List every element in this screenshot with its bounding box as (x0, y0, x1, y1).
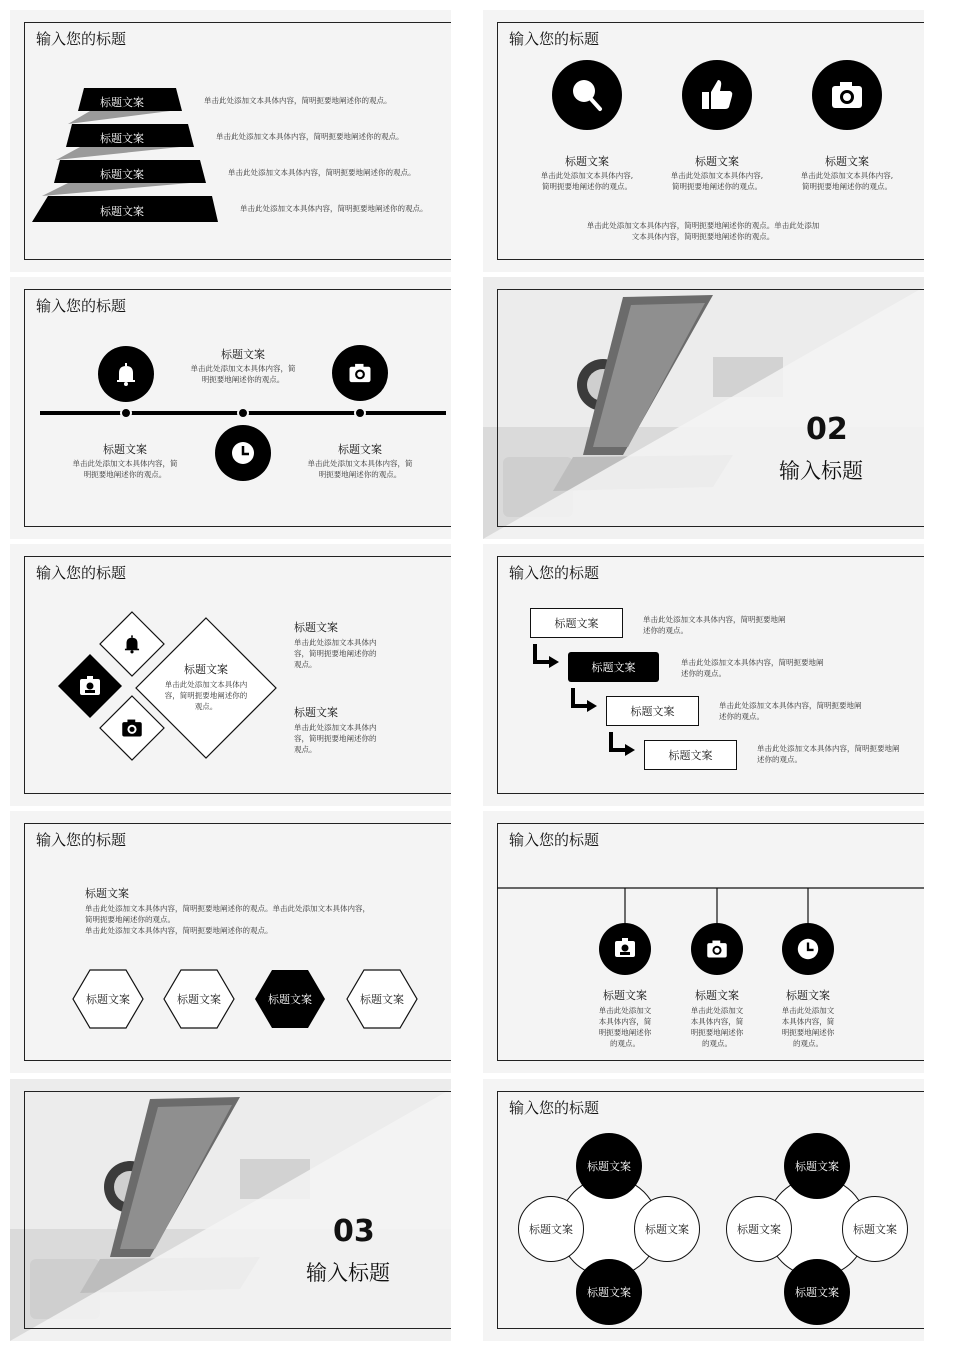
flow-desc-1b: 述你的观点。 (643, 626, 688, 635)
step-label-4: 标题文案 (100, 205, 144, 218)
hang-desc-2c: 明扼要地阐述你 (690, 1028, 744, 1037)
flow-desc-1a: 单击此处添加文本具体内容，简明扼要地阐 (643, 615, 786, 624)
item-desc-1a: 单击此处添加文本具体内容, (540, 171, 634, 180)
bell-icon (112, 360, 140, 388)
flow-box-4: 标题文案 (644, 740, 737, 770)
timeline-desc-left-1: 单击此处添加文本具体内容，简 (72, 459, 178, 468)
slide-frame (24, 1091, 451, 1329)
camera-icon (119, 715, 145, 741)
hang-desc-1b: 本具体内容，简 (598, 1017, 652, 1026)
hang-label-2: 标题文案 (695, 989, 739, 1002)
diamond-desc-2: 容，简明扼要地阐述你的 (164, 691, 248, 700)
hang-desc-3c: 明扼要地阐述你 (781, 1028, 835, 1037)
flow-desc-3a: 单击此处添加文本具体内容，简明扼要地阐 (719, 701, 862, 710)
item-desc-1b: 简明扼要地阐述你的观点。 (542, 182, 632, 191)
cluster-1-right-label: 标题文案 (645, 1223, 689, 1236)
hang-label-1: 标题文案 (603, 989, 647, 1002)
right-label-2: 标题文案 (294, 706, 338, 719)
cluster-2-top-label: 标题文案 (795, 1160, 839, 1173)
flow-box-1: 标题文案 (530, 608, 623, 638)
section-number: 02 (806, 412, 848, 447)
item-label-1: 标题文案 (565, 155, 609, 168)
slide-title: 输入您的标题 (36, 564, 127, 582)
slide-title: 输入您的标题 (509, 30, 600, 48)
right-desc-2a: 单击此处添加文本具体内 (294, 723, 377, 732)
step-desc-1: 单击此处添加文本具体内容，简明扼要地阐述你的观点。 (204, 96, 392, 105)
hang-label-3: 标题文案 (786, 989, 830, 1002)
flow-desc-3b: 述你的观点。 (719, 712, 764, 721)
flow-box-2: 标题文案 (568, 652, 659, 682)
hang-desc-3b: 本具体内容，简 (781, 1017, 835, 1026)
slide-title: 输入您的标题 (509, 1099, 600, 1117)
step-desc-3: 单击此处添加文本具体内容，简明扼要地阐述你的观点。 (228, 168, 416, 177)
step-desc-4: 单击此处添加文本具体内容，简明扼要地阐述你的观点。 (240, 204, 428, 213)
right-desc-2b: 容，简明扼要地阐述你的 (294, 734, 377, 743)
flow-box-3: 标题文案 (606, 696, 699, 726)
diamond-label: 标题文案 (184, 663, 228, 676)
hang-desc-1a: 单击此处添加文 (598, 1006, 652, 1015)
hang-desc-3a: 单击此处添加文 (781, 1006, 835, 1015)
slide-6 (483, 544, 924, 806)
section-title: 输入标题 (306, 1261, 390, 1285)
timeline-desc-top-2: 明扼要地阐述你的观点。 (201, 375, 285, 384)
camera-icon (704, 936, 730, 962)
section-title: 输入标题 (779, 459, 863, 483)
step-label-3: 标题文案 (100, 168, 144, 181)
item-desc-3b: 简明扼要地阐述你的观点。 (802, 182, 892, 191)
slide-title: 输入您的标题 (509, 564, 600, 582)
timeline-label-right: 标题文案 (338, 443, 382, 456)
hang-desc-3d: 的观点。 (793, 1039, 823, 1048)
slide-title: 输入您的标题 (509, 831, 600, 849)
hang-desc-1d: 的观点。 (610, 1039, 640, 1048)
item-label-3: 标题文案 (825, 155, 869, 168)
footer-desc-2: 文本具体内容，简明扼要地阐述你的观点。 (631, 232, 775, 241)
item-label-2: 标题文案 (695, 155, 739, 168)
timeline-label-left: 标题文案 (103, 443, 147, 456)
hex-desc-3: 单击此处添加文本具体内容，简明扼要地阐述你的观点。 (85, 926, 273, 935)
slide-title: 输入您的标题 (36, 831, 127, 849)
flow-desc-4a: 单击此处添加文本具体内容，简明扼要地阐 (757, 744, 900, 753)
step-label-1: 标题文案 (100, 96, 144, 109)
slide-2 (483, 10, 924, 272)
cluster-2-left-label: 标题文案 (737, 1223, 781, 1236)
slide-5 (10, 544, 451, 806)
id-card-icon (78, 675, 102, 697)
clock-icon (795, 936, 821, 962)
clock-icon (229, 439, 257, 467)
slide-frame (497, 289, 924, 527)
slide-10 (483, 1079, 924, 1341)
timeline-desc-left-2: 明扼要地阐述你的观点。 (83, 470, 167, 479)
timeline-line (10, 277, 451, 539)
item-desc-3a: 单击此处添加文本具体内容, (800, 171, 894, 180)
section-number: 03 (333, 1214, 375, 1249)
timeline-desc-right-1: 单击此处添加文本具体内容，简 (307, 459, 413, 468)
footer-desc-1: 单击此处添加文本具体内容，简明扼要地阐述你的观点。单击此处添加 (586, 221, 820, 230)
thumbs-up-icon (697, 75, 737, 115)
right-desc-1b: 容，简明扼要地阐述你的 (294, 649, 377, 658)
hang-desc-2b: 本具体内容，简 (690, 1017, 744, 1026)
slide-title: 输入您的标题 (36, 30, 127, 48)
id-card-icon (613, 937, 637, 959)
camera-icon (827, 75, 867, 115)
hang-desc-2a: 单击此处添加文 (690, 1006, 744, 1015)
hex-desc-2: 简明扼要地阐述你的观点。 (85, 915, 175, 924)
cluster-2-bottom-label: 标题文案 (795, 1286, 839, 1299)
slide-1 (10, 10, 451, 272)
hex-label-2: 标题文案 (177, 993, 221, 1006)
right-desc-1c: 观点。 (294, 660, 317, 669)
diamond-desc-3: 观点。 (194, 702, 218, 711)
search-icon (567, 75, 607, 115)
slide-4-section (483, 277, 924, 539)
timeline-label-top: 标题文案 (221, 348, 265, 361)
flow-desc-2a: 单击此处添加文本具体内容，简明扼要地阐 (681, 658, 824, 667)
slide-7 (10, 811, 451, 1073)
hang-desc-2d: 的观点。 (702, 1039, 732, 1048)
hang-desc-1c: 明扼要地阐述你 (598, 1028, 652, 1037)
flow-desc-4b: 述你的观点。 (757, 755, 802, 764)
cluster-1-bottom-label: 标题文案 (587, 1286, 631, 1299)
right-desc-2c: 观点。 (294, 745, 317, 754)
slide-title: 输入您的标题 (36, 297, 127, 315)
right-label-1: 标题文案 (294, 621, 338, 634)
cluster-1-left-label: 标题文案 (529, 1223, 573, 1236)
hex-label-3: 标题文案 (268, 993, 312, 1006)
camera-icon (346, 359, 374, 387)
item-desc-2b: 简明扼要地阐述你的观点。 (672, 182, 762, 191)
cluster-2-right-label: 标题文案 (853, 1223, 897, 1236)
step-desc-2: 单击此处添加文本具体内容，简明扼要地阐述你的观点。 (216, 132, 404, 141)
slide-8 (483, 811, 924, 1073)
bell-icon (121, 632, 143, 656)
cluster-1-top-label: 标题文案 (587, 1160, 631, 1173)
hex-desc-1: 单击此处添加文本具体内容，简明扼要地阐述你的观点。单击此处添加文本具体内容， (85, 904, 370, 913)
slide-9-section (10, 1079, 451, 1341)
hex-section-label: 标题文案 (85, 887, 129, 900)
timeline-desc-top-1: 单击此处添加文本具体内容，简 (190, 364, 296, 373)
timeline-desc-right-2: 明扼要地阐述你的观点。 (318, 470, 402, 479)
flow-desc-2b: 述你的观点。 (681, 669, 726, 678)
hex-label-4: 标题文案 (360, 993, 404, 1006)
item-desc-2a: 单击此处添加文本具体内容, (670, 171, 764, 180)
hexagon-row (10, 811, 451, 1073)
hex-label-1: 标题文案 (86, 993, 130, 1006)
step-label-2: 标题文案 (100, 132, 144, 145)
diamond-desc-1: 单击此处添加文本具体内 (164, 680, 248, 689)
slide-3 (10, 277, 451, 539)
right-desc-1a: 单击此处添加文本具体内 (294, 638, 377, 647)
